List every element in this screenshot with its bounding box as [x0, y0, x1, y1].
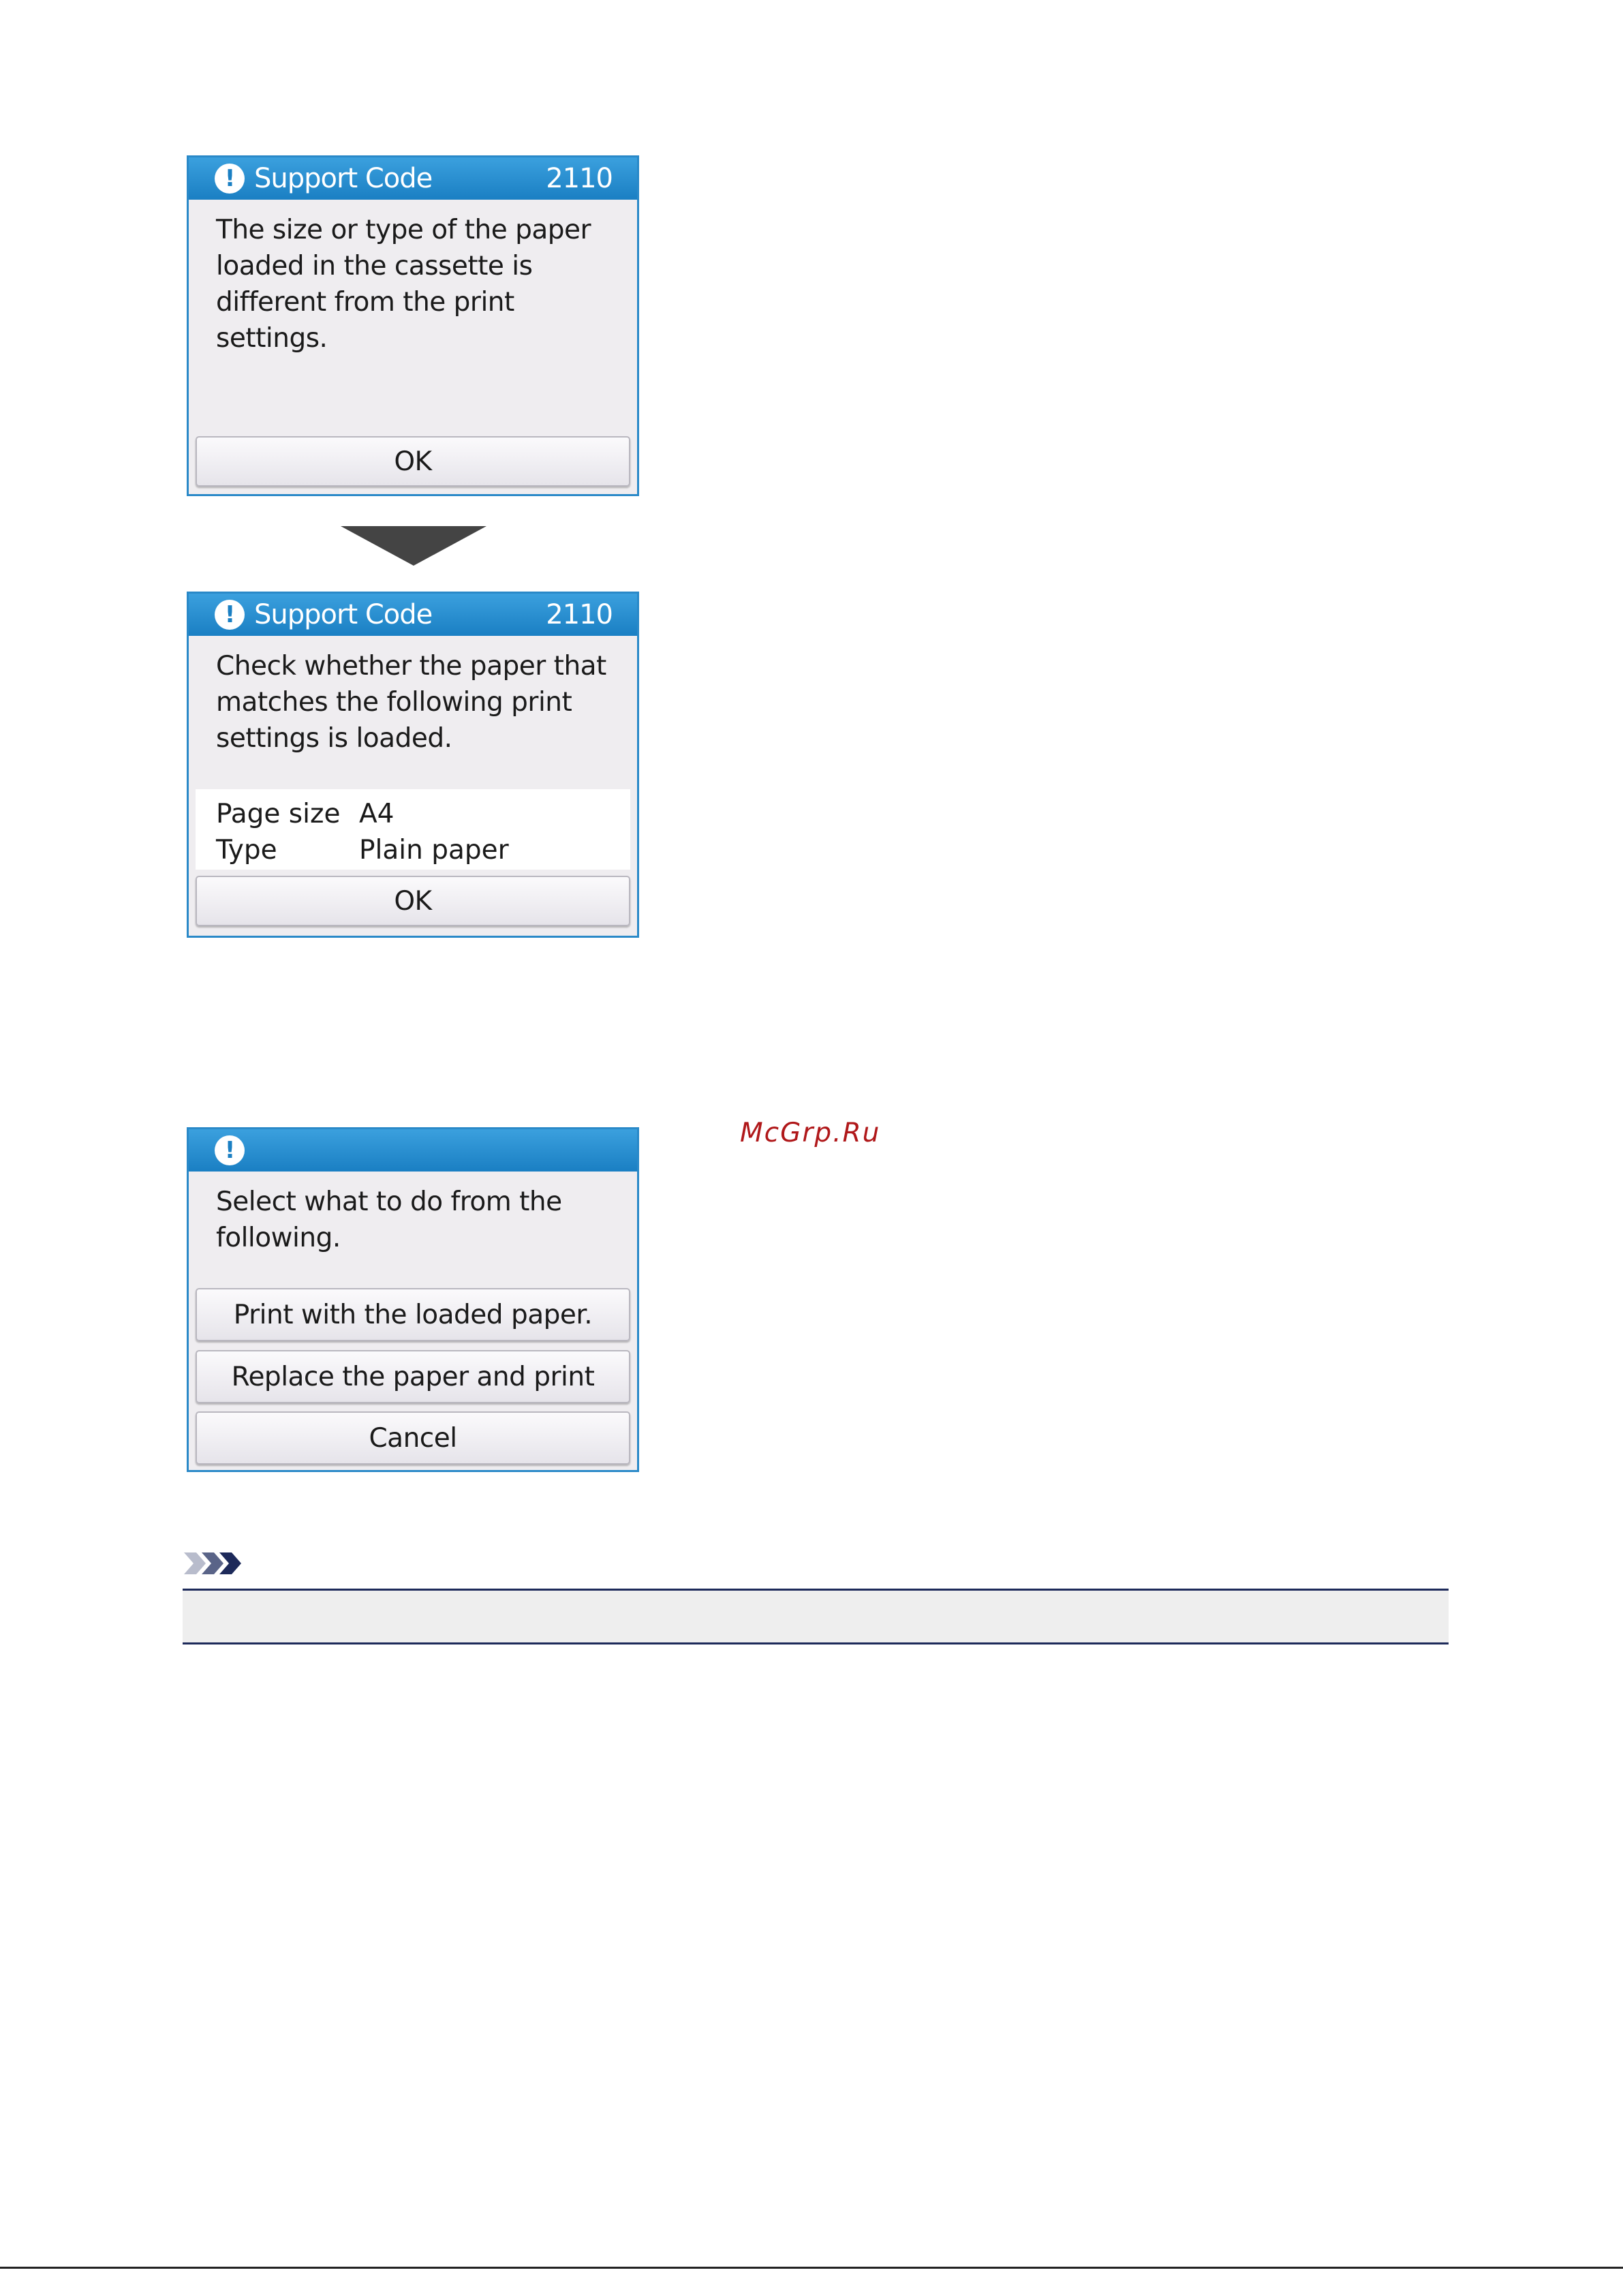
warning-icon: !: [215, 164, 245, 194]
screen-header: [189, 594, 637, 636]
select-message: Select what to do from the following.: [216, 1187, 562, 1253]
error-screen-check-paper: [187, 592, 639, 938]
settings-key: Page size: [216, 799, 341, 829]
screen-title: Support Code: [254, 163, 433, 194]
note-bar: [183, 1589, 1449, 1644]
screen-header: [189, 1129, 637, 1172]
note-icon: [184, 1551, 249, 1576]
support-code-number: 2110: [546, 163, 613, 194]
support-code-number: 2110: [546, 599, 613, 630]
replace-paper-and-print-button[interactable]: Replace the paper and print: [196, 1350, 630, 1403]
cancel-button[interactable]: Cancel: [196, 1411, 630, 1465]
error-screen-paper-mismatch: [187, 155, 639, 496]
settings-value: A4: [359, 799, 395, 829]
error-message: The size or type of the paper loaded in the cassette is different from the print settings.: [216, 215, 591, 354]
warning-icon: !: [215, 1135, 245, 1165]
print-settings-box: [196, 789, 630, 870]
screen-title: Support Code: [254, 599, 433, 630]
ok-button[interactable]: OK: [196, 876, 630, 926]
page-bottom-divider: [0, 2267, 1623, 2269]
settings-row-type: [216, 832, 610, 868]
watermark-text: McGrp.Ru: [740, 1118, 881, 1148]
settings-key: Type: [216, 835, 277, 866]
down-arrow-icon: [341, 526, 486, 566]
ok-button[interactable]: OK: [196, 436, 630, 487]
select-action-screen: [187, 1127, 639, 1472]
print-with-loaded-paper-button[interactable]: Print with the loaded paper.: [196, 1288, 630, 1341]
settings-row-page-size: [216, 796, 610, 832]
settings-value: Plain paper: [359, 835, 509, 866]
screen-header: [189, 157, 637, 200]
warning-icon: !: [215, 600, 245, 630]
check-message: Check whether the paper that matches the following print settings is loaded.: [216, 651, 606, 754]
